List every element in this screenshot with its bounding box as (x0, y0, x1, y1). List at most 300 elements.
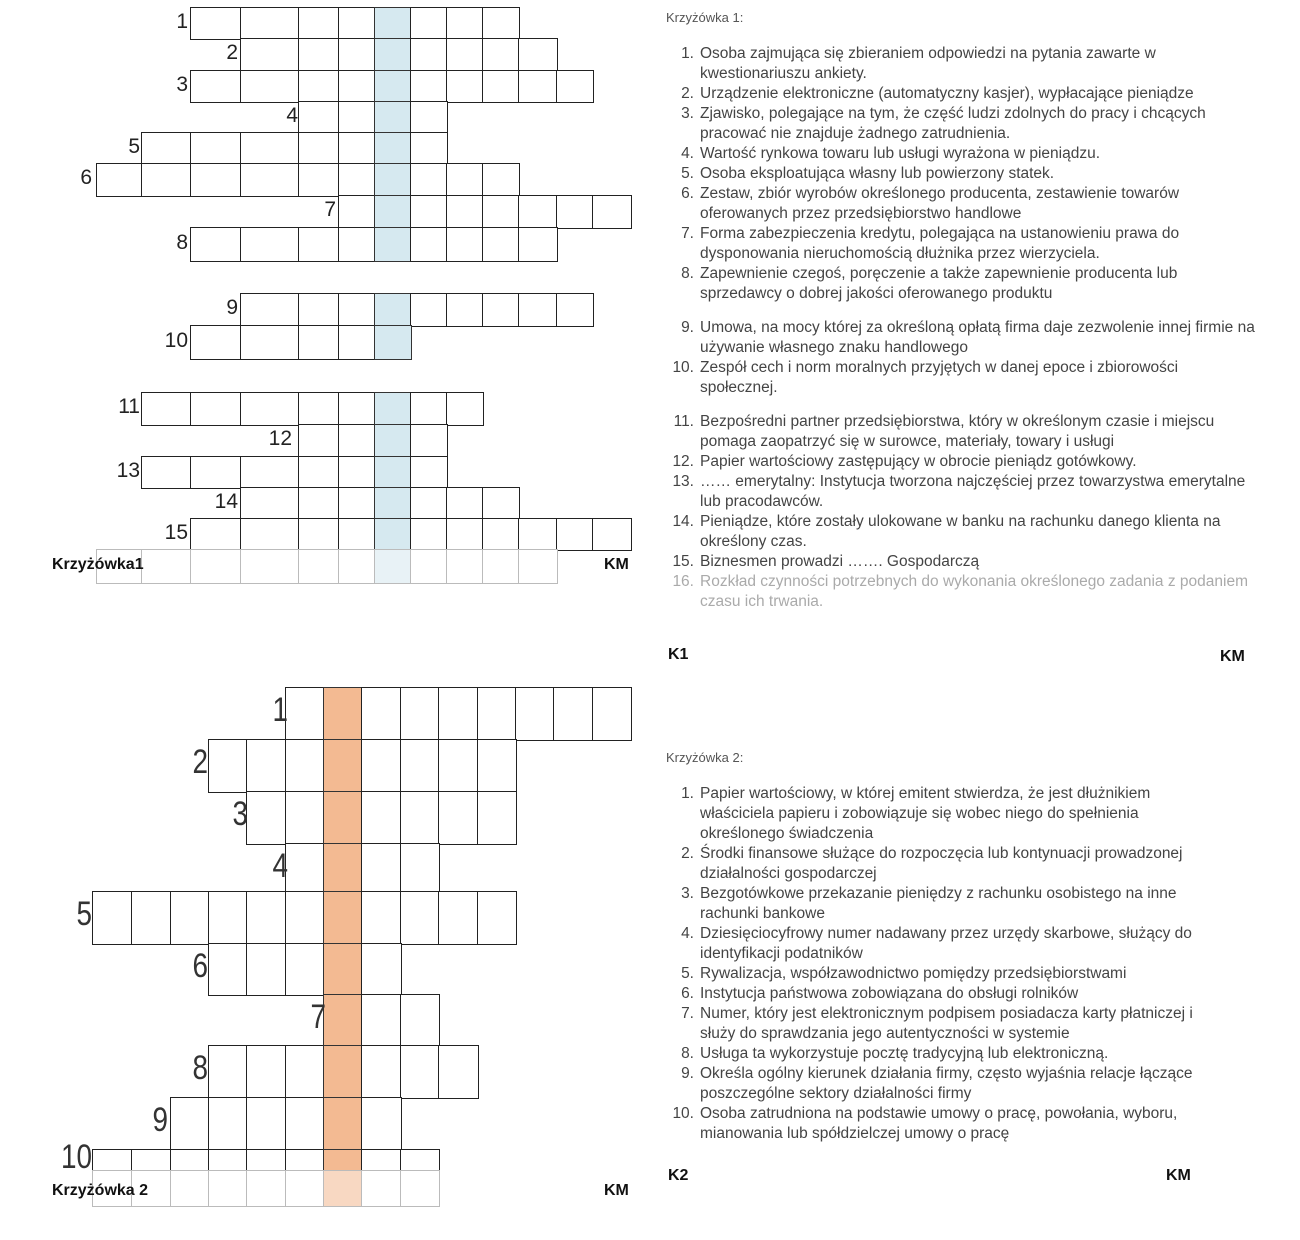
crossword-1-cell[interactable] (518, 549, 558, 584)
crossword-2-cell[interactable] (361, 791, 402, 845)
crossword-1-cell[interactable] (240, 456, 300, 489)
crossword-2-cell[interactable] (285, 1045, 325, 1099)
crossword-1-cell[interactable] (190, 325, 242, 360)
crossword-2-cell[interactable] (246, 1097, 287, 1151)
crossword-1-cell[interactable] (298, 132, 340, 165)
crossword-1-cell[interactable] (446, 293, 484, 327)
crossword-1-solution-cell[interactable] (374, 549, 412, 584)
clue-item (666, 224, 1256, 264)
clue-number: 14. (672, 513, 694, 530)
crossword-1-cell[interactable] (190, 392, 242, 426)
crossword-1-cell[interactable] (518, 293, 558, 327)
crossword-1-cell[interactable] (446, 227, 484, 262)
crossword-1-solution-cell[interactable] (374, 456, 412, 489)
crossword-1-cell[interactable] (482, 163, 520, 197)
crossword-2-cell[interactable] (361, 1170, 402, 1207)
crossword-1-cell[interactable] (298, 163, 340, 197)
clue-item (666, 984, 1226, 1004)
clue-number: 4. (681, 145, 694, 162)
clue-item (666, 924, 1226, 964)
crossword-2-cell[interactable] (246, 1170, 287, 1207)
crossword-1-cell[interactable] (190, 7, 242, 40)
crossword-1-cell[interactable] (338, 424, 376, 458)
crossword-1-cell[interactable] (410, 392, 448, 426)
crossword-2-solution-cell[interactable] (323, 1149, 363, 1172)
crossword-1-cell[interactable] (298, 293, 340, 327)
crossword-1-cell[interactable] (240, 392, 300, 426)
crossword-1-row-number: 1 (176, 10, 188, 33)
crossword-2-cell[interactable] (400, 687, 440, 741)
crossword-1-row-number: 12 (268, 427, 292, 450)
crossword-2-cell[interactable] (285, 739, 325, 793)
crossword-1-solution-cell[interactable] (374, 392, 412, 426)
clue-number: 4. (681, 925, 694, 942)
crossword-1-cell[interactable] (446, 38, 484, 72)
crossword-1-cell[interactable] (298, 7, 340, 40)
crossword-2-cell[interactable] (361, 843, 402, 897)
crossword-1-cell[interactable] (240, 518, 300, 551)
crossword-1-cell[interactable] (446, 195, 484, 229)
crossword-2-cell[interactable] (553, 687, 594, 741)
crossword-2-cell[interactable] (246, 1045, 287, 1099)
crossword-1-solution-cell[interactable] (374, 227, 412, 262)
crossword-2-solution-cell[interactable] (323, 687, 363, 741)
crossword-1-row-number: 5 (128, 135, 140, 158)
crossword-1-solution-cell[interactable] (374, 487, 412, 520)
crossword-1-cell[interactable] (410, 70, 448, 103)
clue-text: Środki finansowe służące do rozpoczęcia lub kontynuacji prowadzonej działalności gospodarczej (700, 845, 1183, 882)
crossword-2-cell[interactable] (361, 1045, 402, 1099)
crossword-1-cell[interactable] (338, 227, 376, 262)
crossword-1-cell[interactable] (240, 227, 300, 262)
clues-1-k1-label: K1 (668, 646, 689, 663)
crossword-1-cell[interactable] (410, 38, 448, 72)
clue-item (666, 318, 1256, 358)
clue-number: 2. (681, 845, 694, 862)
crossword-1-clues (666, 8, 1256, 612)
clue-text: Urządzenie elektroniczne (automatyczny kasjer), wypłacające pieniądze (700, 85, 1194, 102)
crossword-1-cell[interactable] (518, 195, 558, 229)
crossword-1-cell[interactable] (338, 549, 376, 584)
crossword-1-cell[interactable] (518, 518, 558, 551)
crossword-1-cell[interactable] (482, 38, 520, 72)
crossword-1-cell[interactable] (298, 424, 340, 458)
crossword-1-cell[interactable] (298, 549, 340, 584)
crossword-2-cell[interactable] (361, 1097, 402, 1151)
clues-1-km-label: KM (1220, 648, 1245, 665)
crossword-1-cell[interactable] (482, 549, 520, 584)
crossword-1-cell[interactable] (338, 293, 376, 327)
crossword-2-cell[interactable] (208, 1149, 248, 1172)
clue-item (666, 844, 1226, 884)
crossword-2-cell[interactable] (285, 891, 325, 945)
crossword-2-cell[interactable] (400, 791, 440, 845)
clue-text: Zespół cech i norm moralnych przyjętych w danej epoce i zbiorowości społecznej. (700, 359, 1179, 396)
crossword-1-cell[interactable] (190, 518, 242, 551)
crossword-1-cell[interactable] (518, 227, 558, 262)
crossword-1-row-number: 14 (214, 490, 238, 513)
crossword-2-solution-cell[interactable] (323, 943, 363, 996)
crossword-2-solution-cell[interactable] (323, 843, 363, 897)
clue-item (666, 572, 1256, 612)
crossword-1-cell[interactable] (240, 7, 300, 40)
crossword-2-cell[interactable] (361, 994, 402, 1047)
clue-number: 16. (672, 573, 694, 590)
crossword-1-cell[interactable] (410, 424, 448, 458)
clue-item (666, 164, 1256, 184)
clue-item (666, 358, 1256, 398)
clue-item (666, 452, 1256, 472)
crossword-2-cell[interactable] (131, 1149, 172, 1172)
crossword-1-cell[interactable] (556, 195, 594, 229)
crossword-1-row-number: 6 (80, 166, 92, 189)
clue-number: 12. (672, 453, 694, 470)
crossword-1-cell[interactable] (190, 132, 242, 165)
crossword-1-cell[interactable] (446, 70, 484, 103)
crossword-1-cell[interactable] (96, 163, 143, 197)
crossword-1-cell[interactable] (338, 101, 376, 134)
clue-item (666, 512, 1256, 552)
clue-item (666, 144, 1256, 164)
crossword-1-cell[interactable] (338, 518, 376, 551)
crossword-1-cell[interactable] (410, 132, 448, 165)
crossword-1-cell[interactable] (338, 392, 376, 426)
crossword-2-clues (666, 748, 1226, 1144)
crossword-1-label: Krzyżówka1 (52, 556, 144, 573)
crossword-2-solution-cell[interactable] (323, 791, 363, 845)
crossword-2-cell[interactable] (170, 1149, 210, 1172)
clue-number: 2. (681, 85, 694, 102)
crossword-2-cell[interactable] (438, 1045, 479, 1099)
crossword-1-row-number: 15 (164, 521, 188, 544)
crossword-1-cell[interactable] (556, 518, 594, 551)
crossword-1-cell[interactable] (410, 227, 448, 262)
clue-number: 11. (673, 413, 694, 430)
crossword-2-cell[interactable] (285, 687, 325, 741)
crossword-1-cell[interactable] (298, 518, 340, 551)
crossword-2-row-number: 3 (232, 795, 248, 833)
clue-number: 13. (672, 473, 694, 490)
clue-text: Osoba zajmująca się zbieraniem odpowiedzi na pytania zawarte w kwestionariuszu ankiety. (700, 45, 1156, 82)
crossword-1-cell[interactable] (240, 325, 300, 360)
clue-text: Rozkład czynności potrzebnych do wykonania określonego zadania z podaniem czasu ich trwania. (700, 573, 1248, 610)
crossword-2-cell[interactable] (131, 891, 172, 945)
crossword-2-cell[interactable] (170, 891, 210, 945)
crossword-2-row-number: 9 (152, 1101, 168, 1139)
clue-text: Bezpośredni partner przedsiębiorstwa, który w określonym czasie i miejscu pomaga zaopatrzyć się w surowce, materiały, towary i usługi (700, 413, 1215, 450)
crossword-1-cell[interactable] (482, 227, 520, 262)
clue-text: Osoba zatrudniona na podstawie umowy o pracę, powołania, wyboru, mianowania lub spółdzielczej umowy o pracę (700, 1105, 1178, 1142)
crossword-2-row-number: 4 (272, 847, 288, 885)
crossword-1-cell[interactable] (410, 101, 448, 134)
crossword-1-cell[interactable] (338, 7, 376, 40)
crossword-1-cell[interactable] (592, 518, 632, 551)
crossword-2-cell[interactable] (438, 891, 479, 945)
crossword-1-cell[interactable] (338, 70, 376, 103)
crossword-2-cell[interactable] (400, 1170, 440, 1207)
crossword-2-cell[interactable] (208, 1045, 248, 1099)
crossword-1-cell[interactable] (338, 195, 376, 229)
clue-item (666, 104, 1256, 144)
crossword-1-km-label: KM (604, 556, 629, 573)
crossword-1-cell[interactable] (141, 549, 192, 584)
crossword-1-cell[interactable] (298, 38, 340, 72)
crossword-1-cell[interactable] (410, 163, 448, 197)
clue-item (666, 552, 1256, 572)
crossword-1-cell[interactable] (410, 7, 448, 40)
crossword-2-cell[interactable] (285, 1149, 325, 1172)
crossword-1-row-number: 13 (116, 459, 140, 482)
crossword-1-cell[interactable] (240, 70, 300, 103)
crossword-1-cell[interactable] (410, 549, 448, 584)
clue-text: Określa ogólny kierunek działania firmy, często wyjaśnia relacje łączące poszczególne sektory działalności firmy (700, 1065, 1193, 1102)
crossword-1-cell[interactable] (482, 7, 520, 40)
clues-2-k2-label: K2 (668, 1167, 689, 1184)
clue-item (666, 1064, 1226, 1104)
crossword-1-cell[interactable] (240, 293, 300, 327)
crossword-1-cell[interactable] (141, 163, 192, 197)
crossword-2-cell[interactable] (361, 1149, 402, 1172)
crossword-1-solution-cell[interactable] (374, 195, 412, 229)
crossword-1-cell[interactable] (240, 487, 300, 520)
crossword-1-cell[interactable] (446, 7, 484, 40)
crossword-1-cell[interactable] (518, 38, 558, 72)
clue-item (666, 784, 1226, 844)
clue-item (666, 884, 1226, 924)
crossword-2-cell[interactable] (477, 891, 517, 945)
clue-item (666, 264, 1256, 304)
clue-item (666, 964, 1226, 984)
crossword-2-cell[interactable] (477, 739, 517, 793)
crossword-2-cell[interactable] (400, 739, 440, 793)
crossword-1-cell[interactable] (482, 293, 520, 327)
crossword-1-solution-cell[interactable] (374, 518, 412, 551)
crossword-2-cell[interactable] (285, 1170, 325, 1207)
clue-text: …… emerytalny: Instytucja tworzona najczęściej przez towarzystwa emerytalne lub pracodawców. (700, 473, 1246, 510)
clue-number: 1. (681, 785, 694, 802)
crossword-1-row-number: 7 (324, 198, 336, 221)
crossword-1-cell[interactable] (298, 487, 340, 520)
crossword-1-cell[interactable] (482, 487, 520, 520)
crossword-2-cell[interactable] (246, 791, 287, 845)
clue-text: Wartość rynkowa towaru lub usługi wyrażona w pieniądzu. (700, 145, 1101, 162)
crossword-1-cell[interactable] (338, 325, 376, 360)
crossword-2-cell[interactable] (208, 1170, 248, 1207)
crossword-1-cell[interactable] (298, 456, 340, 489)
crossword-1-solution-cell[interactable] (374, 38, 412, 72)
crossword-1-cell[interactable] (298, 325, 340, 360)
clue-text: Papier wartościowy zastępujący w obrocie pieniądz gotówkowy. (700, 453, 1137, 470)
clue-number: 6. (681, 985, 694, 1002)
crossword-2-cell[interactable] (592, 687, 632, 741)
crossword-2-cell[interactable] (92, 1149, 133, 1172)
crossword-2-cell[interactable] (208, 1097, 248, 1151)
crossword-2-cell[interactable] (285, 1097, 325, 1151)
crossword-1-solution-cell[interactable] (374, 101, 412, 134)
crossword-2-solution-cell[interactable] (323, 1170, 363, 1207)
clue-number: 7. (681, 1005, 694, 1022)
crossword-1-cell[interactable] (190, 70, 242, 103)
crossword-1-cell[interactable] (190, 549, 242, 584)
clue-text: Zjawisko, polegające na tym, że część ludzi zdolnych do pracy i chcących pracować nie znajduje żadnego zatrudnienia. (700, 105, 1206, 142)
clues-2-km-label: KM (1166, 1167, 1191, 1184)
clues-2-title: Krzyżówka 2: (666, 750, 744, 765)
crossword-1-solution-cell[interactable] (374, 132, 412, 165)
clue-number: 10. (672, 1105, 694, 1122)
crossword-1-cell[interactable] (446, 518, 484, 551)
crossword-2-cell[interactable] (361, 891, 402, 945)
crossword-1-cell[interactable] (410, 518, 448, 551)
crossword-1-cell[interactable] (482, 70, 520, 103)
crossword-2-row-number: 10 (60, 1138, 92, 1176)
clue-number: 3. (681, 885, 694, 902)
crossword-1-cell[interactable] (556, 70, 594, 103)
clue-number: 3. (681, 105, 694, 122)
clue-number: 9. (681, 1065, 694, 1082)
crossword-1-solution-cell[interactable] (374, 325, 412, 360)
crossword-1-cell[interactable] (482, 195, 520, 229)
crossword-1-cell[interactable] (190, 227, 242, 262)
crossword-2-cell[interactable] (208, 891, 248, 945)
crossword-2-cell[interactable] (438, 687, 479, 741)
clue-number: 5. (681, 165, 694, 182)
crossword-2-solution-cell[interactable] (323, 1097, 363, 1151)
crossword-1-cell[interactable] (141, 392, 192, 426)
crossword-1-cell[interactable] (190, 456, 242, 489)
crossword-1-grid (0, 0, 640, 600)
crossword-2-cell[interactable] (208, 943, 248, 996)
clue-item (666, 412, 1256, 452)
crossword-2-row-number: 2 (192, 743, 208, 781)
clue-text: Pieniądze, które zostały ulokowane w banku na rachunku danego klienta na określony czas. (700, 513, 1221, 550)
crossword-1-cell[interactable] (141, 456, 192, 489)
clue-item (666, 1004, 1226, 1044)
clue-number: 8. (681, 1045, 694, 1062)
crossword-1-cell[interactable] (338, 487, 376, 520)
crossword-1-solution-cell[interactable] (374, 163, 412, 197)
crossword-1-cell[interactable] (338, 132, 376, 165)
crossword-2-cell[interactable] (400, 843, 440, 897)
crossword-1-cell[interactable] (410, 456, 448, 489)
crossword-2-cell[interactable] (400, 1045, 440, 1099)
crossword-1-cell[interactable] (141, 132, 192, 165)
crossword-1-cell[interactable] (556, 293, 594, 327)
clue-text: Umowa, na mocy której za określoną opłatą firma daje zezwolenie innej firmie na używanie własnego znaku handlowego (700, 319, 1255, 356)
crossword-2-cell[interactable] (208, 739, 248, 793)
crossword-1-cell[interactable] (298, 392, 340, 426)
crossword-2-cell[interactable] (246, 943, 287, 996)
crossword-2-cell[interactable] (361, 739, 402, 793)
clues-1-title: Krzyżówka 1: (666, 10, 744, 25)
crossword-2-cell[interactable] (438, 791, 479, 845)
crossword-2-km-label: KM (604, 1182, 629, 1199)
crossword-1-cell[interactable] (298, 101, 340, 134)
crossword-1-cell[interactable] (338, 38, 376, 72)
crossword-2-cell[interactable] (400, 1149, 440, 1172)
crossword-2-cell[interactable] (400, 994, 440, 1047)
crossword-1-cell[interactable] (298, 70, 340, 103)
crossword-2-solution-cell[interactable] (323, 1045, 363, 1099)
crossword-2-cell[interactable] (515, 687, 555, 741)
crossword-1-row-number: 10 (164, 329, 188, 352)
crossword-1-cell[interactable] (240, 132, 300, 165)
clue-text: Forma zabezpieczenia kredytu, polegająca na ustanowieniu prawa do dysponowania nieruchomością dłużnika przez wierzyciela. (700, 225, 1180, 262)
crossword-1-cell[interactable] (446, 163, 484, 197)
crossword-1-cell[interactable] (338, 163, 376, 197)
clue-item (666, 1044, 1226, 1064)
crossword-2-cell[interactable] (246, 1149, 287, 1172)
clues-1-list (666, 44, 1256, 612)
clues-2-list (666, 784, 1226, 1144)
crossword-1-cell[interactable] (298, 227, 340, 262)
crossword-2-cell[interactable] (170, 1170, 210, 1207)
crossword-1-cell[interactable] (410, 195, 448, 229)
clue-item (666, 44, 1256, 84)
clue-number: 1. (681, 45, 694, 62)
crossword-2-row-number: 6 (192, 947, 208, 985)
clue-text: Usługa ta wykorzystuje pocztę tradycyjną lub elektroniczną. (700, 1045, 1109, 1062)
crossword-2-solution-cell[interactable] (323, 994, 363, 1047)
crossword-1-solution-cell[interactable] (374, 293, 412, 327)
clue-text: Zestaw, zbiór wyrobów określonego producenta, zestawienie towarów oferowanych przez przedsiębiorstwo handlowe (700, 185, 1180, 222)
clue-text: Papier wartościowy, w której emitent stwierdza, że jest dłużnikiem właściciela papieru i zobowiązuje się wobec niego do spełnienia określonego świadczenia (700, 785, 1151, 842)
crossword-1-cell[interactable] (482, 518, 520, 551)
crossword-2-solution-cell[interactable] (323, 739, 363, 793)
clue-number: 7. (681, 225, 694, 242)
crossword-1-cell[interactable] (446, 487, 484, 520)
crossword-2-cell[interactable] (170, 1097, 210, 1151)
crossword-1-cell[interactable] (446, 549, 484, 584)
crossword-1-cell[interactable] (410, 487, 448, 520)
crossword-1-cell[interactable] (410, 293, 448, 327)
crossword-1-solution-cell[interactable] (374, 70, 412, 103)
crossword-2-row-number: 8 (192, 1049, 208, 1087)
crossword-1-cell[interactable] (240, 163, 300, 197)
crossword-2-cell[interactable] (246, 891, 287, 945)
crossword-2-cell[interactable] (285, 843, 325, 897)
crossword-2-cell[interactable] (361, 943, 402, 996)
clue-text: Zapewnienie czegoś, poręczenie a także zapewnienie producenta lub sprzedawcy o dobrej jakości oferowanego produktu (700, 265, 1178, 302)
crossword-2-cell[interactable] (92, 891, 133, 945)
crossword-1-cell[interactable] (240, 38, 300, 72)
crossword-2-solution-cell[interactable] (323, 891, 363, 945)
crossword-1-cell[interactable] (446, 392, 484, 426)
crossword-1-cell[interactable] (190, 163, 242, 197)
crossword-1-cell[interactable] (338, 456, 376, 489)
crossword-1-row-number: 4 (286, 104, 298, 127)
clue-text: Dziesięciocyfrowy numer nadawany przez urzędy skarbowe, służący do identyfikacji podatników (700, 925, 1192, 962)
clue-text: Osoba eksploatująca własny lub powierzony statek. (700, 165, 1055, 182)
crossword-2-cell[interactable] (285, 943, 325, 996)
crossword-1-cell[interactable] (592, 195, 632, 229)
crossword-1-solution-cell[interactable] (374, 7, 412, 40)
crossword-2-cell[interactable] (477, 791, 517, 845)
crossword-1-cell[interactable] (518, 70, 558, 103)
crossword-2-cell[interactable] (438, 739, 479, 793)
crossword-1-solution-cell[interactable] (374, 424, 412, 458)
crossword-2-cell[interactable] (246, 739, 287, 793)
crossword-2-cell[interactable] (361, 687, 402, 741)
clue-number: 8. (681, 265, 694, 282)
crossword-2-row-number: 1 (272, 691, 288, 729)
clue-text: Numer, który jest elektronicznym podpisem posiadacza karty płatniczej i służy do sprawdzania jego autentyczności w systemie (700, 1005, 1193, 1042)
crossword-2-cell[interactable] (285, 791, 325, 845)
crossword-1-cell[interactable] (240, 549, 300, 584)
clue-item (666, 472, 1256, 512)
crossword-2-cell[interactable] (400, 891, 440, 945)
crossword-2-cell[interactable] (477, 687, 517, 741)
clue-text: Rywalizacja, współzawodnictwo pomiędzy przedsiębiorstwami (700, 965, 1127, 982)
